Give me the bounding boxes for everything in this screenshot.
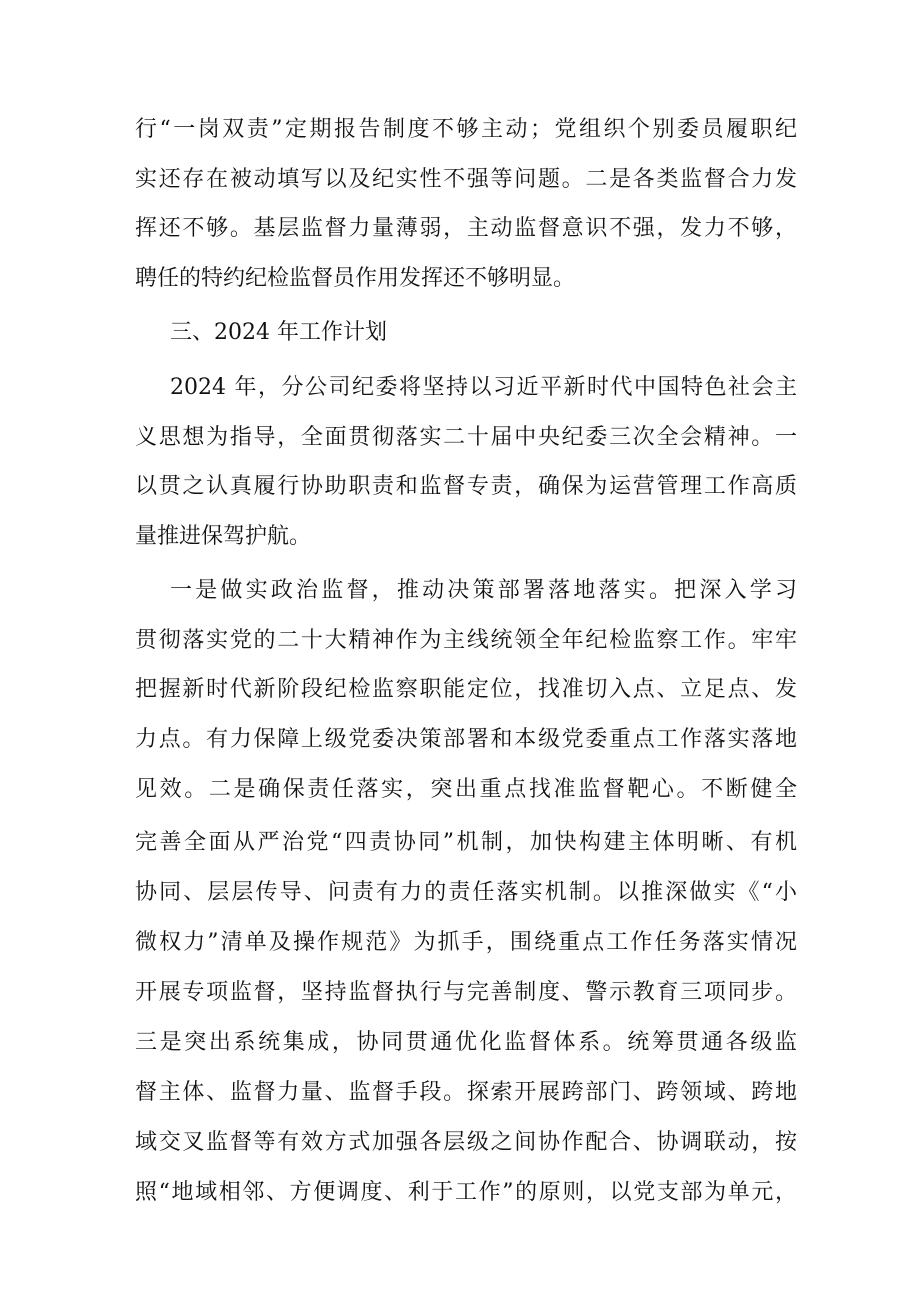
paragraph-line: 督主体、监督力量、监督手段。探索开展跨部门、跨领域、跨地 bbox=[135, 1080, 797, 1105]
paragraph-line: 一是做实政治监督，推动决策部署落地落实。把深入学习 bbox=[170, 578, 797, 603]
paragraph-line: 行“一岗双责”定期报告制度不够主动；党组织个别委员履职纪 bbox=[135, 117, 797, 142]
paragraph-line: 聘任的特约纪检监督员作用发挥还不够明显。 bbox=[135, 266, 576, 291]
paragraph-line: 照“地域相邻、方便调度、利于工作”的原则，以党支部为单元， bbox=[135, 1180, 797, 1205]
paragraph-line: 2024 年，分公司纪委将坚持以习近平新时代中国特色社会主 bbox=[170, 375, 797, 400]
paragraph-line: 义思想为指导，全面贯彻落实二十届中央纪委三次全会精神。一 bbox=[135, 425, 797, 450]
paragraph-line: 协同、层层传导、问责有力的责任落实机制。以推深做实《“小 bbox=[135, 880, 797, 905]
paragraph-line: 域交叉监督等有效方式加强各层级之间协作配合、协调联动，按 bbox=[135, 1130, 797, 1155]
paragraph-line: 贯彻落实党的二十大精神作为主线统领全年纪检监察工作。牢牢 bbox=[135, 628, 797, 653]
paragraph-line: 以贯之认真履行协助职责和监督专责，确保为运营管理工作高质 bbox=[135, 474, 797, 499]
paragraph-line: 实还存在被动填写以及纪实性不强等问题。二是各类监督合力发 bbox=[135, 167, 797, 192]
paragraph-line: 力点。有力保障上级党委决策部署和本级党委重点工作落实落地 bbox=[135, 727, 797, 752]
paragraph-line: 三是突出系统集成，协同贯通优化监督体系。统筹贯通各级监 bbox=[135, 1030, 797, 1055]
paragraph-line: 微权力”清单及操作规范》为抓手，围绕重点工作任务落实情况 bbox=[135, 930, 797, 955]
paragraph-line: 开展专项监督，坚持监督执行与完善制度、警示教育三项同步。 bbox=[135, 980, 797, 1005]
paragraph-line: 见效。二是确保责任落实，突出重点找准监督靶心。不断健全 bbox=[135, 777, 797, 802]
paragraph-line: 量推进保驾护航。 bbox=[135, 524, 312, 549]
paragraph-line: 完善全面从严治党“四责协同”机制，加快构建主体明晰、有机 bbox=[135, 830, 797, 855]
paragraph-line: 挥还不够。基层监督力量薄弱，主动监督意识不强，发力不够， bbox=[135, 216, 797, 241]
paragraph-line: 把握新时代新阶段纪检监察职能定位，找准切入点、立足点、发 bbox=[135, 677, 797, 702]
section-heading: 三、2024 年工作计划 bbox=[170, 320, 387, 345]
